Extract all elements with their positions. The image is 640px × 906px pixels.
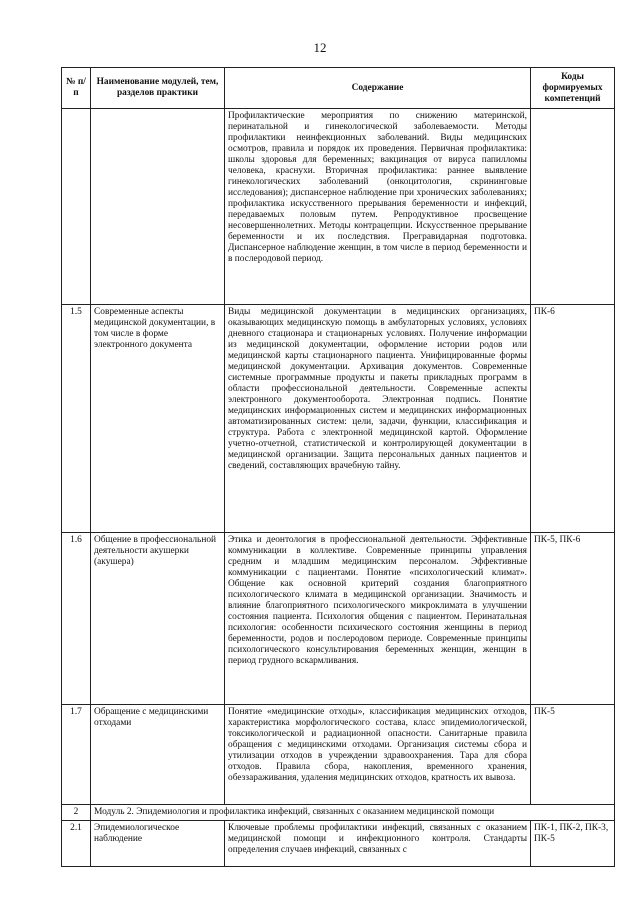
row-num: 1.5	[62, 305, 91, 533]
row-codes: ПК-5, ПК-6	[531, 533, 615, 705]
row-num: 2.1	[62, 821, 91, 867]
table-row	[62, 533, 615, 705]
page-number: 12	[313, 40, 327, 55]
row-num: 1.6	[62, 533, 91, 705]
row-topic: Эпидемиологическое наблюдение	[91, 821, 225, 867]
table-row	[62, 821, 615, 867]
table-row	[62, 109, 615, 305]
header-content: Содержание	[225, 68, 531, 109]
row-num	[62, 109, 91, 305]
header-num: № п/п	[62, 68, 91, 109]
row-content: Виды медицинской документации в медицинских организациях, оказывающих медицинскую помощь в амбулаторных условиях, условиях дневного стационара и стационарных условиях. Получение информации из медицинской документации, оформление истории родов или медицинской карты стационарного пациента. Унифицированные формы медицинской документации. Архивация документов. Современные системные программные продукты и пакеты прикладных программ в области профессиональной деятельности. Современные аспекты электронного документооборота. Электронная подпись. Понятие медицинских информационных систем и медицинских информационных автоматизированных систем: цели, задачи, функции, классификация и структура. Работа с электронной медицинской картой. Оформление учетно-отчетной, статистической и контролирующей документации в медицинской организации. Защита персональных данных пациентов и сведений, составляющих врачебную тайну.	[225, 305, 531, 533]
row-num: 1.7	[62, 705, 91, 805]
row-content: Этика и деонтология в профессиональной деятельности. Эффективные коммуникации в коллективе. Современные принципы управления средним и младшим медицинским персоналом. Эффективные коммуникации с пациентами. Понятие «психологический климат». Общение как основной критерий создания благоприятного психологического климата в медицинской организации. Значимость и влияние благоприятного психологического микроклимата в улучшении состояния пациента. Психология общения с пациентом. Перинатальная психология: особенности психического состояния женщины в период беременности, родов и послеродовом периоде. Современные принципы психологического консультирования беременных женщин, женщин в период грудного вскармливания.	[225, 533, 531, 705]
row-topic: Общение в профессиональной деятельности акушерки (акушера)	[91, 533, 225, 705]
row-codes: ПК-5	[531, 705, 615, 805]
header-name: Наименование модулей, тем, разделов практики	[91, 68, 225, 109]
row-codes	[531, 109, 615, 305]
module-row	[62, 805, 615, 821]
row-topic	[91, 109, 225, 305]
row-content: Ключевые проблемы профилактики инфекций, связанных с оказанием медицинской помощи и инфекционного контроля. Стандарты определения случаев инфекций, связанных с	[225, 821, 531, 867]
curriculum-table	[61, 67, 615, 867]
table-row	[62, 705, 615, 805]
table-header-row	[62, 68, 615, 109]
table-row	[62, 305, 615, 533]
row-topic: Обращение с медицинскими отходами	[91, 705, 225, 805]
row-content: Понятие «медицинские отходы», классификация медицинских отходов, характеристика морфологического состава, класс эпидемиологической, токсикологической и радиационной опасности. Санитарные правила обращения с медицинскими отходами. Организация системы сбора и утилизации отходов в учреждении здравоохранения. Тара для сбора отходов. Правила сбора, накопления, временного хранения, обеззараживания, удаления медицинских отходов, кратность их вывоза.	[225, 705, 531, 805]
row-codes: ПК-1, ПК-2, ПК-3, ПК-5	[531, 821, 615, 867]
module-title: Модуль 2. Эпидемиология и профилактика инфекций, связанных с оказанием медицинской помощи	[91, 805, 615, 821]
row-codes: ПК-6	[531, 305, 615, 533]
row-content: Профилактические мероприятия по снижению материнской, перинатальной и гинекологической заболеваемости. Методы профилактики неинфекционных заболеваний. Виды медицинских осмотров, правила и порядок их проведения. Первичная профилактика: школы здоровья для беременных; вакцинация от вируса папилломы человека, краснухи. Вторичная профилактика: раннее выявление гинекологических заболеваний (онкоцитология, скрининговые исследования); диспансерное наблюдение при хронических заболеваниях; профилактика искусственного прерывания беременности и инфекций, передаваемых половым путем. Репродуктивное просвещение несовершеннолетних. Методы контрацепции. Искусственное прерывание беременности и их последствия. Прегравидарная подготовка. Диспансерное наблюдение женщин, в том числе в период беременности и в послеродовой период.	[225, 109, 531, 305]
header-codes: Коды формируемых компетенций	[531, 68, 615, 109]
module-num: 2	[62, 805, 91, 821]
row-topic: Современные аспекты медицинской документации, в том числе в форме электронного документа	[91, 305, 225, 533]
